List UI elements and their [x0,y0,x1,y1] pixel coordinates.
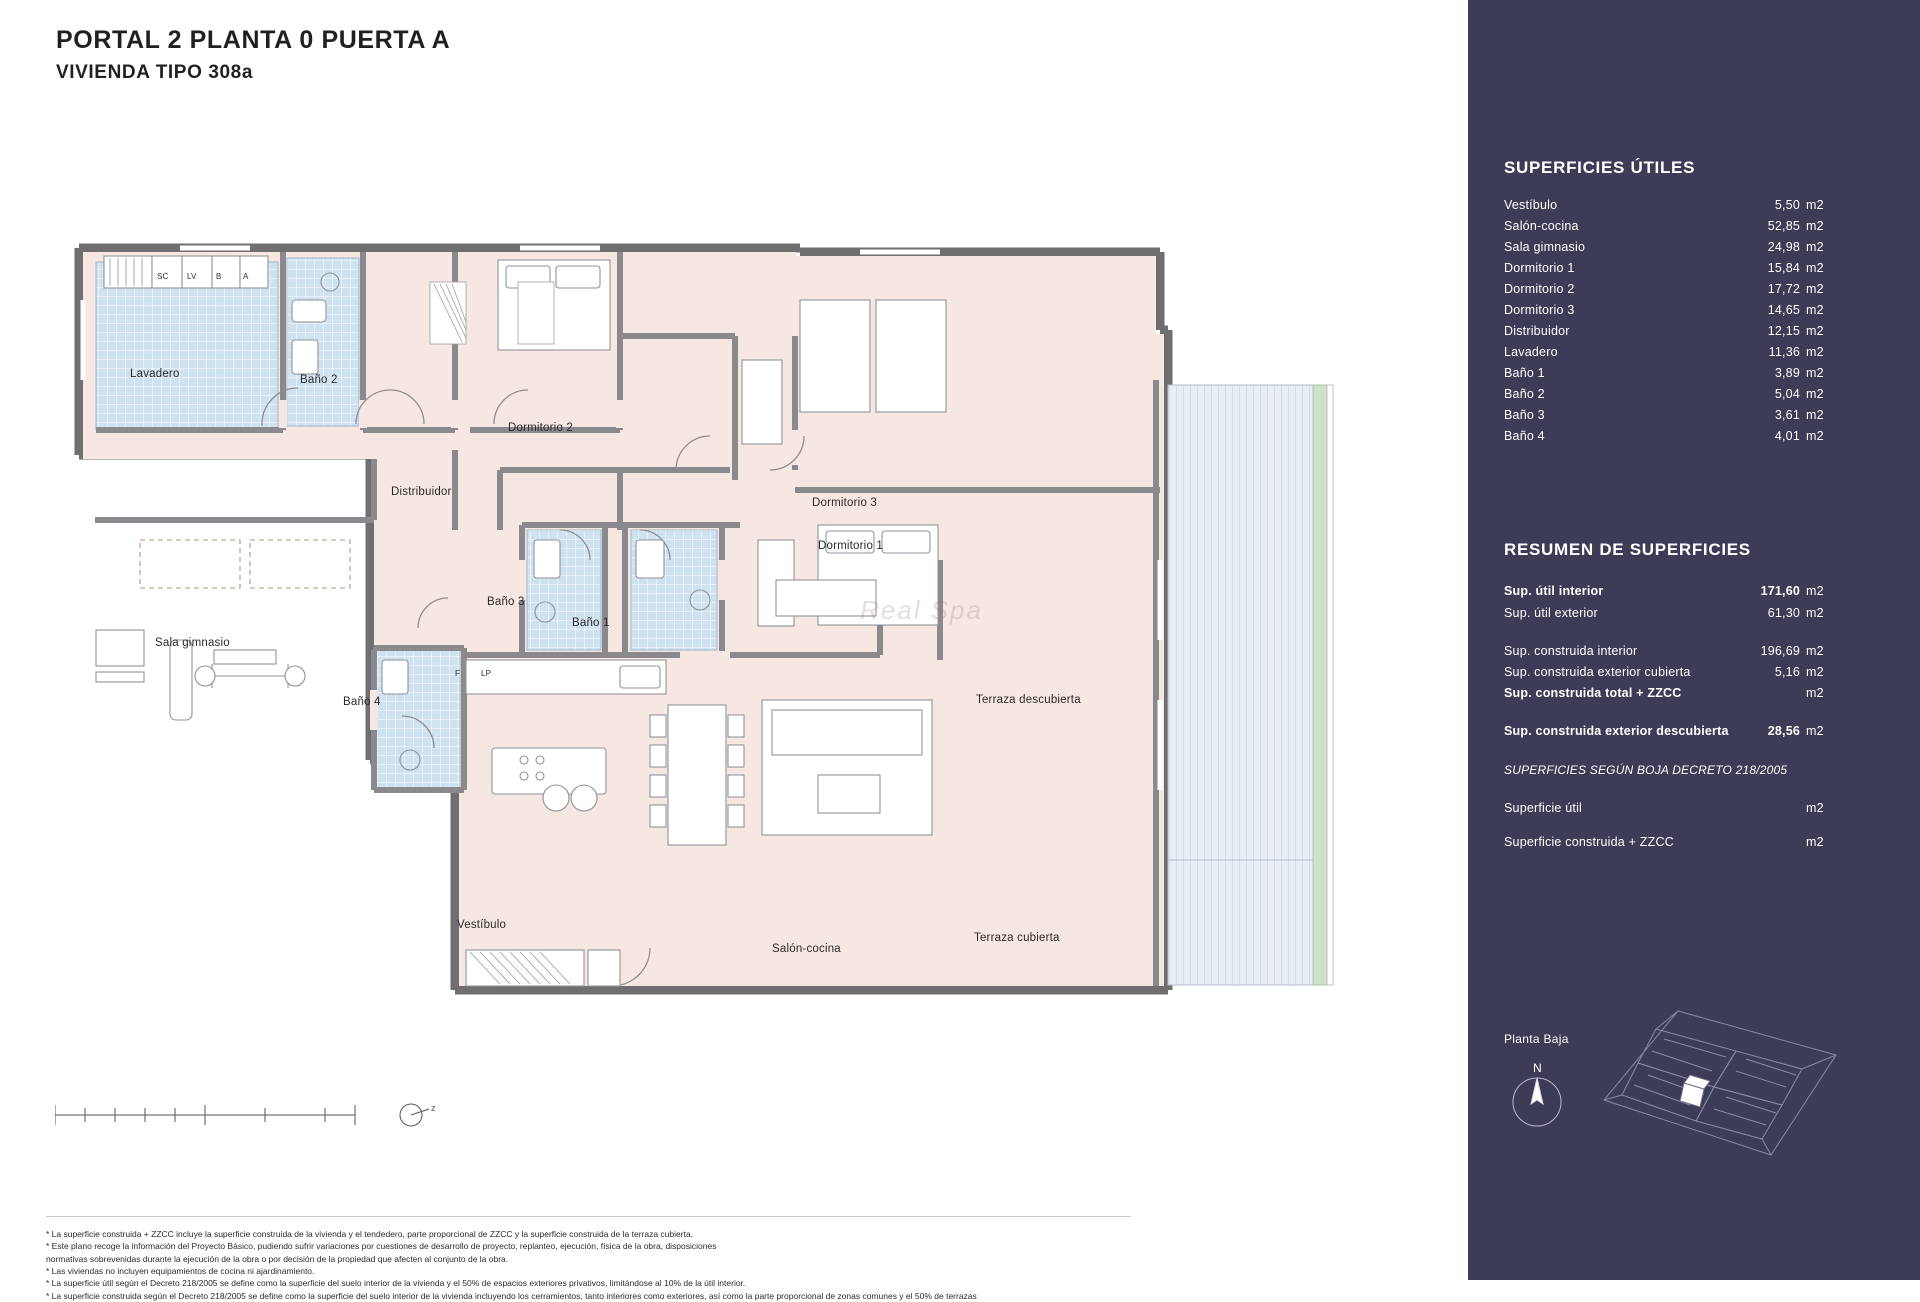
utiles-unit: m2 [1806,303,1824,317]
note-1: * La superficie construida + ZZCC incluye la superficie construida de la vivienda y el tendedero, parte proporcional de ZZCC y la superficie construida de la terraza cubierta. [46,1229,694,1239]
resumen-label: Sup. útil interior [1504,584,1604,598]
north-arrow-icon [395,1095,445,1140]
utiles-value: 5,04 [1774,387,1800,401]
resumen-unit: m2 [1806,686,1824,700]
compass-north-letter: N [1533,1061,1542,1075]
utiles-unit: m2 [1806,240,1824,254]
utiles-value: 12,15 [1767,324,1800,338]
room-label-dormitorio1: Dormitorio 1 [818,540,884,552]
page-title: PORTAL 2 PLANTA 0 PUERTA A [56,26,451,54]
room-label-sala-gimnasio: Sala gimnasio [155,637,230,649]
resumen-unit: m2 [1806,584,1824,598]
utiles-title: SUPERFICIES ÚTILES [1504,158,1696,177]
utiles-label: Baño 2 [1504,387,1545,401]
note-3: normativas sobrevenidas durante la ejecución de la obra o por decisión de la propiedad que afecten al conjunto de la obra. [46,1253,509,1264]
utiles-value: 3,61 [1774,408,1800,422]
room-label-bano2: Baño 2 [300,374,338,386]
room-label-bano4: Baño 4 [343,696,381,708]
utiles-value: 4,01 [1774,429,1800,443]
resumen-value: 171,60 [1760,584,1800,598]
utiles-unit: m2 [1806,387,1824,401]
utiles-label: Dormitorio 2 [1504,282,1575,296]
utiles-value: 14,65 [1767,303,1800,317]
utiles-label: Salón-cocina [1504,219,1579,233]
utiles-value: 5,50 [1774,198,1800,212]
note-2: * Este plano recoge la información del Proyecto Básico, pudiendo sufrir variaciones por cuestiones de desarrollo de proyecto, replanteo, ejecución, física de la obra, disposiciones [46,1241,717,1252]
appliance-label-sc: SC [157,272,169,281]
resumen-label: Sup. construida interior [1504,644,1638,658]
utiles-label: Sala gimnasio [1504,240,1586,254]
utiles-unit: m2 [1806,219,1824,233]
resumen-label: Sup. útil exterior [1504,606,1598,620]
utiles-unit: m2 [1806,429,1824,443]
utiles-unit: m2 [1806,324,1824,338]
utiles-unit: m2 [1806,366,1824,380]
footer-divider [46,1216,1131,1217]
room-label-bano1: Baño 1 [572,617,610,629]
utiles-label: Lavadero [1504,345,1558,359]
utiles-label: Baño 3 [1504,408,1545,422]
resumen-value: 196,69 [1760,644,1800,658]
utiles-label: Dormitorio 3 [1504,303,1575,317]
utiles-unit: m2 [1806,282,1824,296]
room-label-salon-cocina: Salón-cocina [772,943,841,955]
resumen-label: Sup. construida total + ZZCC [1504,686,1682,700]
utiles-label: Baño 1 [1504,366,1545,380]
resumen-title: RESUMEN DE SUPERFICIES [1504,540,1751,559]
utiles-unit: m2 [1806,408,1824,422]
resumen-value: 28,56 [1767,724,1800,738]
appliance-label-a: A [243,272,249,281]
room-label-terraza-cubierta: Terraza cubierta [974,932,1060,944]
boja-label: Superficie útil [1504,801,1583,815]
resumen-value: 5,16 [1774,665,1800,679]
utiles-label: Baño 4 [1504,429,1545,443]
room-label-distribuidor: Distribuidor [391,486,452,498]
room-label-bano3: Baño 3 [487,596,525,608]
boja-unit: m2 [1806,801,1824,815]
utiles-label: Dormitorio 1 [1504,261,1575,275]
appliance-label-lp: LP [481,669,492,678]
room-label-dormitorio2: Dormitorio 2 [508,422,574,434]
room-label-terraza-descubierta: Terraza descubierta [976,694,1081,706]
room-label-dormitorio3: Dormitorio 3 [812,497,878,509]
resumen-unit: m2 [1806,644,1824,658]
boja-note: SUPERFICIES SEGÚN BOJA DECRETO 218/2005 [1504,763,1788,777]
utiles-label: Distribuidor [1504,324,1570,338]
surfaces-panel [1468,0,1920,1280]
svg-text:z: z [431,1103,436,1113]
resumen-label: Sup. construida exterior descubierta [1504,724,1729,738]
appliance-label-b: B [216,272,222,281]
footer-notes [46,1228,1146,1302]
utiles-unit: m2 [1806,261,1824,275]
planta-baja-label: Planta Baja [1504,1032,1569,1046]
utiles-value: 24,98 [1767,240,1800,254]
utiles-value: 52,85 [1767,219,1800,233]
utiles-value: 11,36 [1768,345,1800,359]
room-label-lavadero: Lavadero [130,368,180,380]
resumen-unit: m2 [1806,724,1824,738]
watermark: Real Spa [860,595,983,625]
room-label-vestibulo: Vestíbulo [457,919,507,931]
key-plan-diagram [1586,1005,1886,1170]
utiles-value: 3,89 [1774,366,1800,380]
appliance-label-lv: LV [187,272,197,281]
scale-bar [55,1100,365,1135]
utiles-value: 17,72 [1767,282,1800,296]
utiles-value: 15,84 [1767,261,1800,275]
resumen-value: 61,30 [1767,606,1800,620]
note-6: * La superficie construida según el Decreto 218/2005 se define como la superficie del suelo interior de la vivienda incluyendo los cerramientos, tanto interiores como exteriores, así como la parte proporcional de zonas comunes y el 50% de terrazas [46,1290,977,1301]
utiles-unit: m2 [1806,198,1824,212]
appliance-label-f: F [455,669,461,678]
utiles-label: Vestíbulo [1504,198,1558,212]
resumen-label: Sup. construida exterior cubierta [1504,665,1691,679]
resumen-unit: m2 [1806,606,1824,620]
note-5: * La superficie útil según el Decreto 218/2005 se define como la superficie del suelo interior de la vivienda y el 50% de espacios exteriores privativos, limitándose al 10% de la útil interior. [46,1278,746,1289]
resumen-unit: m2 [1806,665,1824,679]
boja-unit: m2 [1806,835,1824,849]
boja-label: Superficie construida + ZZCC [1504,835,1674,849]
utiles-unit: m2 [1806,345,1824,359]
page-subtitle: VIVIENDA TIPO 308a [56,62,253,83]
compass-icon [1502,1058,1572,1138]
note-4: * Las viviendas no incluyen equipamientos de cocina ni ajardinamiento. [46,1265,315,1276]
